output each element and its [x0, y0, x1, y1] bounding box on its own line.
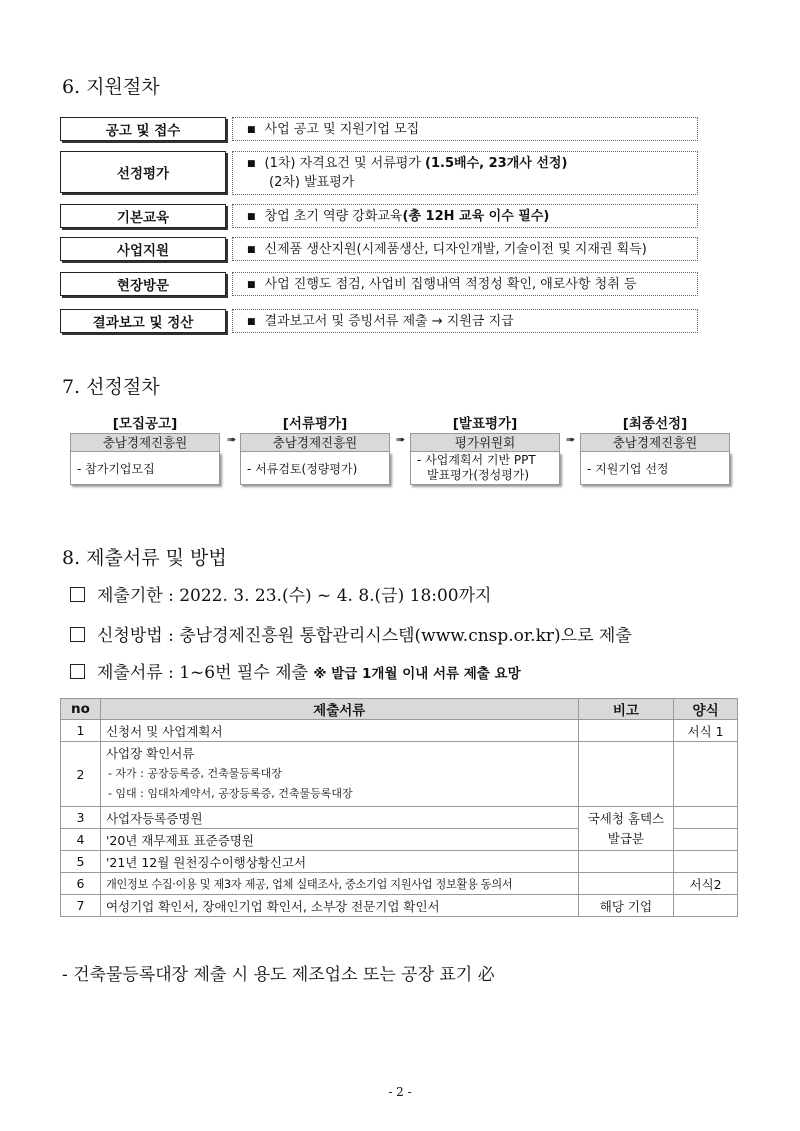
merged-note: 국세청 홈텍스 발급분 [578, 807, 674, 851]
square-bullet-icon: ■ [247, 212, 256, 222]
selection-step [410, 415, 560, 485]
arrow-right-icon: ➠ [566, 433, 576, 446]
step-desc: - 사업계획서 기반 PPT 발표평가(정성평가) [410, 452, 560, 485]
column-header: 양식 [674, 699, 738, 720]
column-header: 비고 [578, 699, 674, 720]
square-bullet-icon: ■ [247, 159, 256, 169]
procedure-label: 사업지원 [60, 237, 226, 261]
procedure-row [60, 117, 698, 141]
step-title: [발표평가] [452, 416, 518, 432]
documents-table [60, 698, 738, 917]
step-title: [모집공고] [112, 416, 178, 432]
procedure-desc: ■ (1차) 자격요건 및 서류평가 (1.5배수, 23개사 선정) (2차) 발표평가 [232, 151, 698, 195]
square-bullet-icon: ■ [247, 125, 256, 135]
checkbox-icon [70, 664, 85, 679]
procedure-label: 현장방문 [60, 272, 226, 296]
procedure-desc: ■ 신제품 생산지원(시제품생산, 디자인개발, 기술이전 및 지재권 획득) [232, 237, 698, 261]
step-org: 평가위원회 [410, 433, 560, 452]
page-number: - 2 - [388, 1085, 412, 1099]
table-row: 5 '21년 12월 원천징수이행상황신고서 [61, 851, 738, 873]
step-title: [최종선정] [622, 416, 688, 432]
procedure-row [60, 151, 698, 195]
table-row: 6 개인정보 수집·이용 및 제3자 제공, 업체 실태조사, 중소기업 지원사업 정보활용 동의서 서식2 [61, 873, 738, 895]
section6-heading: 6. 지원절차 [62, 76, 160, 98]
arrow-right-icon: ➠ [227, 433, 237, 446]
submission-item: 제출기한 : 2022. 3. 23.(수) ~ 4. 8.(금) 18:00까지 [70, 581, 491, 606]
procedure-label: 선정평가 [60, 151, 226, 193]
step-org: 충남경제진흥원 [70, 433, 220, 452]
procedure-label: 기본교육 [60, 204, 226, 228]
submission-note: ※ 발급 1개월 이내 서류 제출 요망 [313, 666, 521, 682]
selection-step [240, 415, 390, 485]
arrow-right-icon: ➠ [396, 433, 406, 446]
procedure-row [60, 309, 698, 333]
section7-heading: 7. 선정절차 [62, 376, 160, 398]
procedure-label: 결과보고 및 정산 [60, 309, 226, 333]
table-row: 3 사업자등록증명원 국세청 홈텍스 발급분 [61, 807, 738, 829]
table-row: 7 여성기업 확인서, 장애인기업 확인서, 소부장 전문기업 확인서 해당 기업 [61, 895, 738, 917]
table-row: 1 신청서 및 사업계획서 서식 1 [61, 720, 738, 742]
square-bullet-icon: ■ [247, 280, 256, 290]
selection-step [580, 415, 730, 485]
procedure-row [60, 272, 698, 296]
submission-item: 신청방법 : 충남경제진흥원 통합관리시스템(www.cnsp.or.kr)으로 제출 [70, 621, 632, 646]
procedure-row [60, 204, 698, 228]
footnote: - 건축물등록대장 제출 시 용도 제조업소 또는 공장 표기 必 [62, 965, 495, 985]
step-desc: - 서류검토(정량평가) [240, 452, 390, 485]
step-desc: - 지원기업 선정 [580, 452, 730, 485]
step-title: [서류평가] [282, 416, 348, 432]
table-row: 4 '20년 재무제표 표준증명원 [61, 829, 738, 851]
step-org: 충남경제진흥원 [240, 433, 390, 452]
square-bullet-icon: ■ [247, 245, 256, 255]
table-header-row [61, 699, 738, 720]
table-row: 2 사업장 확인서류 - 자가 : 공장등록증, 건축물등록대장 - 임대 : 임대차계약서, 공장등록증, 건축물등록대장 [61, 742, 738, 807]
column-header: 제출서류 [100, 699, 578, 720]
procedure-desc: ■ 사업 진행도 점검, 사업비 집행내역 적정성 확인, 애로사항 청취 등 [232, 272, 698, 296]
column-header: no [61, 699, 101, 720]
square-bullet-icon: ■ [247, 317, 256, 327]
procedure-label: 공고 및 접수 [60, 117, 226, 141]
section8-heading: 8. 제출서류 및 방법 [62, 547, 227, 569]
procedure-desc: ■ 창업 초기 역량 강화교육(총 12H 교육 이수 필수) [232, 204, 698, 228]
step-desc: - 참가기업모집 [70, 452, 220, 485]
checkbox-icon [70, 627, 85, 642]
procedure-row [60, 237, 698, 261]
submission-item: 제출서류 : 1~6번 필수 제출 ※ 발급 1개월 이내 서류 제출 요망 [70, 658, 521, 683]
checkbox-icon [70, 587, 85, 602]
step-org: 충남경제진흥원 [580, 433, 730, 452]
selection-step [70, 415, 220, 485]
procedure-desc: ■ 결과보고서 및 증빙서류 제출 → 지원금 지급 [232, 309, 698, 333]
procedure-desc: ■ 사업 공고 및 지원기업 모집 [232, 117, 698, 141]
